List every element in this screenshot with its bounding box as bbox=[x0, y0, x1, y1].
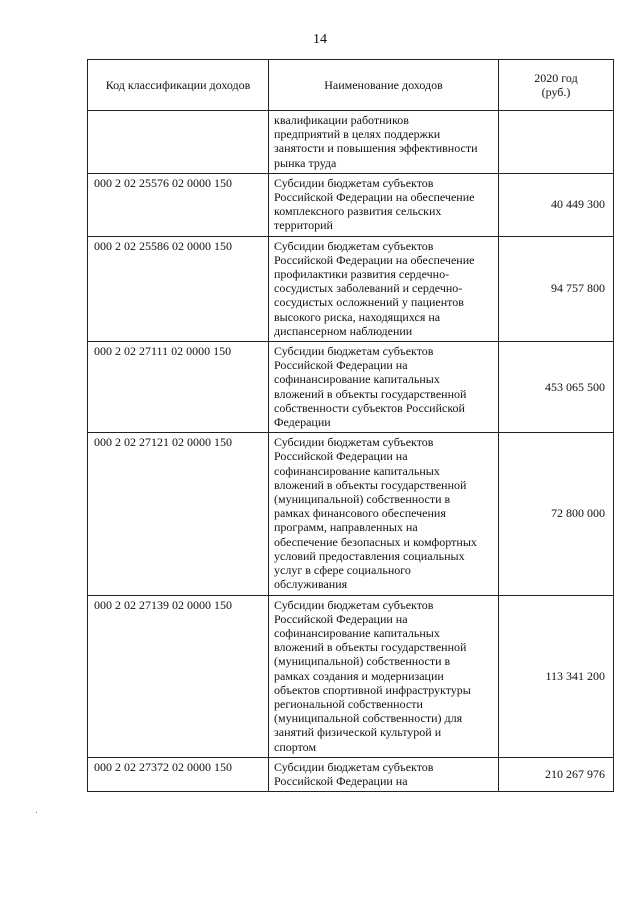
row-name bbox=[269, 595, 499, 757]
table-row bbox=[88, 595, 614, 757]
row-amount: 72 800 000 bbox=[499, 433, 614, 595]
table-row bbox=[88, 757, 614, 791]
row-name-text: Субсидии бюджетам субъектов Российской Федерации на софинансирование капитальных вложений в объекты государственной (муниципальной) собственности в рамках создания и модернизации объектов спортивной инфраструктуры региональной собственности (муниципальной собственности) для занятий физической культурой и спортом bbox=[274, 597, 471, 754]
row-amount bbox=[499, 111, 614, 174]
row-code: 000 2 02 25586 02 0000 150 bbox=[88, 236, 269, 341]
header-name: Наименование доходов bbox=[269, 60, 499, 111]
row-name-text: Субсидии бюджетам субъектов Российской Федерации на bbox=[274, 759, 434, 788]
row-name bbox=[269, 236, 499, 341]
table-header bbox=[88, 60, 614, 111]
table-row bbox=[88, 173, 614, 236]
page-number: 14 bbox=[313, 32, 327, 47]
row-code: 000 2 02 27139 02 0000 150 bbox=[88, 595, 269, 757]
row-amount: 40 449 300 bbox=[499, 173, 614, 236]
row-name bbox=[269, 433, 499, 595]
row-amount: 113 341 200 bbox=[499, 595, 614, 757]
row-code: 000 2 02 27372 02 0000 150 bbox=[88, 757, 269, 791]
scan-speck bbox=[36, 812, 37, 813]
row-amount: 453 065 500 bbox=[499, 342, 614, 433]
header-amount: 2020 год (руб.) bbox=[499, 60, 614, 111]
row-code bbox=[88, 111, 269, 174]
row-name bbox=[269, 342, 499, 433]
table-body bbox=[88, 111, 614, 792]
row-amount: 94 757 800 bbox=[499, 236, 614, 341]
row-name-text: Субсидии бюджетам субъектов Российской Федерации на обеспечение комплексного развития сельских территорий bbox=[274, 175, 475, 233]
header-row bbox=[88, 60, 614, 111]
header-code: Код классификации доходов bbox=[88, 60, 269, 111]
table-row bbox=[88, 236, 614, 341]
table-row bbox=[88, 111, 614, 174]
table-row bbox=[88, 342, 614, 433]
row-name-text: Субсидии бюджетам субъектов Российской Федерации на софинансирование капитальных вложений в объекты государственной (муниципальной) собственности в рамках финансового обеспечения программ, направленных на обеспечение безопасных и комфортных условий предоставления социальных услуг в сфере социального обслуживания bbox=[274, 435, 477, 592]
row-name-text: квалификации работников предприятий в целях поддержки занятости и повышения эффективности рынка труда bbox=[274, 113, 478, 170]
row-code: 000 2 02 27121 02 0000 150 bbox=[88, 433, 269, 595]
row-amount: 210 267 976 bbox=[499, 757, 614, 791]
row-name bbox=[269, 757, 499, 791]
row-code: 000 2 02 27111 02 0000 150 bbox=[88, 342, 269, 433]
row-code: 000 2 02 25576 02 0000 150 bbox=[88, 173, 269, 236]
row-name bbox=[269, 111, 499, 174]
row-name-text: Субсидии бюджетам субъектов Российской Федерации на софинансирование капитальных вложений в объекты государственной собственности субъектов Российской Федерации bbox=[274, 344, 467, 430]
row-name bbox=[269, 173, 499, 236]
revenue-table bbox=[87, 59, 614, 792]
table-row bbox=[88, 433, 614, 595]
row-name-text: Субсидии бюджетам субъектов Российской Федерации на обеспечение профилактики развития сердечно- сосудистых заболеваний и сердечно- сосудистых осложнений у пациентов высокого риска, находящихся на диспансерном наблюдении bbox=[274, 238, 475, 338]
